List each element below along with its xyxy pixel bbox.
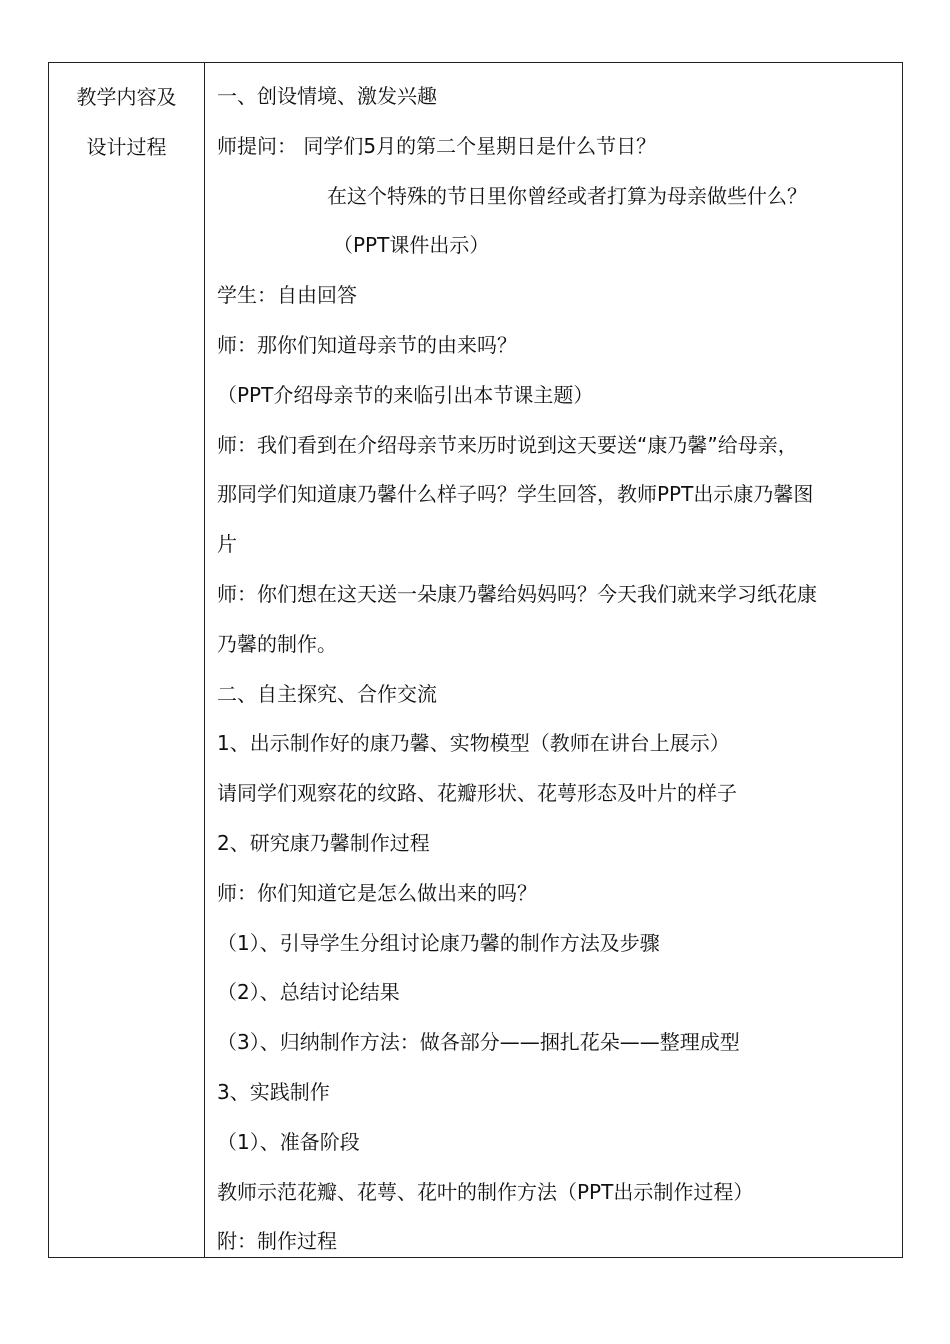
teacher-paragraph-1-line-2: 那同学们知道康乃馨什么样子吗？学生回答，教师PPT出示康乃馨图: [217, 482, 814, 507]
appendix-process: 附：制作过程: [217, 1229, 337, 1254]
step-3: 3、实践制作: [217, 1079, 330, 1104]
step-2: 2、研究康乃馨制作过程: [217, 830, 430, 855]
content-cell: [205, 63, 902, 1257]
heading-create-situation: 一、创设情境、激发兴趣: [217, 84, 437, 108]
lesson-plan-table: [48, 62, 903, 1258]
teacher-question-1: 师提问： 同学们5月的第二个星期日是什么节日？: [217, 133, 657, 158]
ppt-note-1: （PPT课件出示）: [333, 233, 490, 258]
section-label-cell: [49, 63, 205, 1257]
step-1-detail: 请同学们观察花的纹路、花瓣形状、花萼形态及叶片的样子: [217, 781, 737, 806]
student-answer: 学生：自由回答: [217, 283, 357, 308]
sub-step-2: （2）、总结讨论结果: [217, 980, 400, 1005]
section-label-line-2: 设计过程: [86, 135, 167, 159]
sub-step-3: （3）、归纳制作方法：做各部分——捆扎花朵——整理成型: [217, 1030, 740, 1055]
ppt-note-2: （PPT介绍母亲节的来临引出本节课主题）: [217, 382, 594, 407]
teacher-question-2: 在这个特殊的节日里你曾经或者打算为母亲做些什么？: [327, 183, 807, 208]
teacher-question-4: 师：你们知道它是怎么做出来的吗？: [217, 880, 537, 905]
sub-step-prepare: （1）、准备阶段: [217, 1129, 360, 1154]
teacher-question-3: 师：那你们知道母亲节的由来吗？: [217, 332, 517, 357]
step-1: 1、出示制作好的康乃馨、实物模型（教师在讲台上展示）: [217, 731, 730, 756]
teacher-paragraph-1-line-3: 片: [217, 532, 237, 557]
teacher-paragraph-1-line-1: 师：我们看到在介绍母亲节来历时说到这天要送“康乃馨”给母亲，: [217, 432, 798, 457]
section-label-line-1: 教学内容及: [76, 85, 177, 109]
teacher-paragraph-2-line-2: 乃馨的制作。: [217, 631, 337, 656]
heading-explore: 二、自主探究、合作交流: [217, 681, 437, 706]
sub-step-1: （1）、引导学生分组讨论康乃馨的制作方法及步骤: [217, 930, 660, 955]
teacher-demo: 教师示范花瓣、花萼、花叶的制作方法（PPT出示制作过程）: [217, 1179, 754, 1204]
teacher-paragraph-2-line-1: 师：你们想在这天送一朵康乃馨给妈妈吗？今天我们就来学习纸花康: [217, 581, 817, 606]
